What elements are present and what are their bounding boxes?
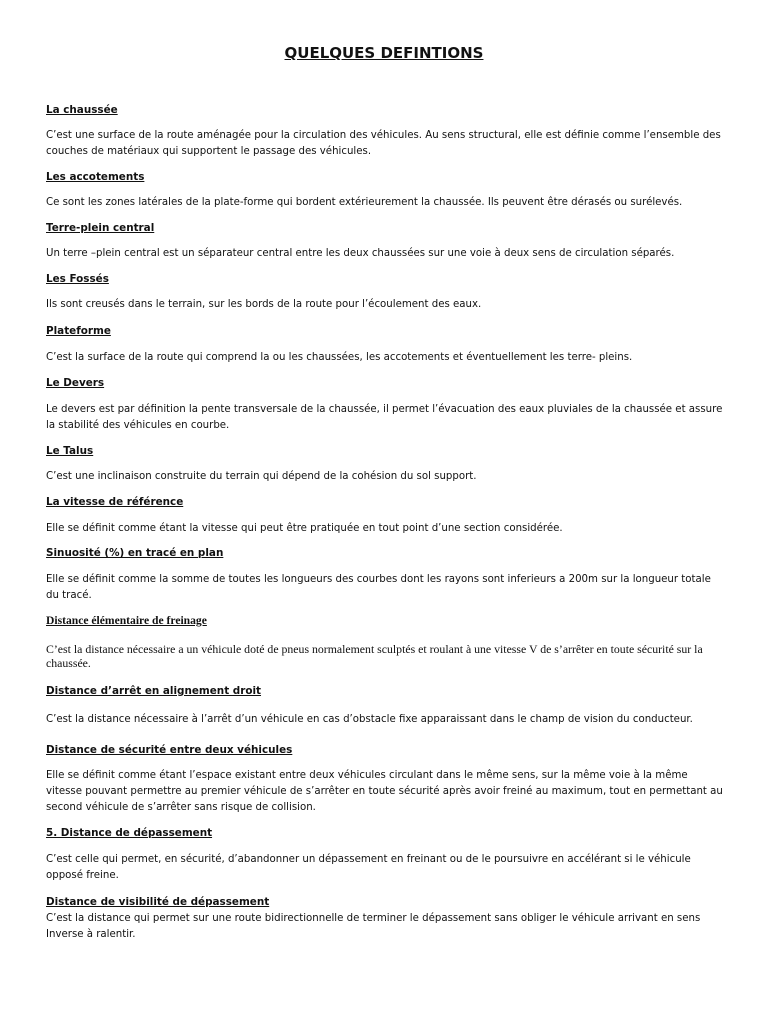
paragraph-vitesse-reference: Elle se définit comme étant la vitesse qui peut être pratiquée en tout point d’une section considérée. (46, 523, 563, 534)
heading-plateforme: Plateforme (46, 325, 111, 337)
paragraph-terre-plein: Un terre –plein central est un séparateur central entre les deux chaussées sur une voie à deux sens de circulation séparés. (46, 248, 675, 259)
paragraph-chaussee: C’est une surface de la route aménagée pour la circulation des véhicules. Au sens structural, elle est définie comme l’ensemble des couches de matériaux qui supportent le passage des véhicules. (46, 130, 721, 157)
heading-distance-freinage: Distance élémentaire de freinage (46, 614, 207, 627)
paragraph-distance-freinage: C’est la distance nécessaire a un véhicule doté de pneus normalement sculptés et roulant à une vitesse V de s’arrêter en toute sécurité sur la chaussée. (46, 642, 703, 670)
paragraph-distance-securite: Elle se définit comme étant l’espace existant entre deux véhicules circulant dans le même sens, sur la même voie à la même vitesse pouvant permettre au premier véhicule de s’arrêter en toute sécurité après avoir freiné au maximum, tout en permettant au second véhicule de s’arrêter sans risque de collision. (46, 770, 723, 813)
paragraph-distance-arret: C’est la distance nécessaire à l’arrêt d’un véhicule en cas d’obstacle fixe apparaissant dans le champ de vision du conducteur. (46, 714, 693, 725)
heading-fosses: Les Fossés (46, 273, 109, 285)
heading-vitesse-reference: La vitesse de référence (46, 496, 184, 508)
paragraph-accotements: Ce sont les zones latérales de la plate-forme qui bordent extérieurement la chaussée. Ils peuvent être dérasés ou surélevés. (46, 197, 683, 208)
heading-visibilite-depassement: Distance de visibilité de dépassement (46, 896, 270, 908)
heading-talus: Le Talus (46, 445, 94, 457)
heading-devers: Le Devers (46, 377, 105, 389)
heading-terre-plein: Terre-plein central (46, 222, 155, 234)
paragraph-distance-depassement: C’est celle qui permet, en sécurité, d’abandonner un dépassement en freinant ou de le poursuivre en accélérant si le véhicule opposé freine. (46, 854, 691, 881)
heading-distance-depassement: 5. Distance de dépassement (46, 827, 213, 839)
paragraph-sinuosite: Elle se définit comme la somme de toutes les longueurs des courbes dont les rayons sont inferieurs a 200m sur la longueur totale du tracé. (46, 574, 711, 601)
document-title: QUELQUES DEFINTIONS (284, 44, 484, 62)
paragraph-plateforme: C’est la surface de la route qui comprend la ou les chaussées, les accotements et éventuellement les terre- pleins. (46, 352, 633, 363)
heading-chaussee: La chaussée (46, 104, 118, 116)
heading-distance-securite: Distance de sécurité entre deux véhicules (46, 744, 293, 756)
heading-sinuosite: Sinuosité (%) en tracé en plan (46, 547, 224, 559)
heading-accotements: Les accotements (46, 171, 145, 183)
paragraph-devers: Le devers est par définition la pente transversale de la chaussée, il permet l’évacuation des eaux pluviales de la chaussée et assure la stabilité des véhicules en courbe. (46, 404, 723, 431)
paragraph-fosses: Ils sont creusés dans le terrain, sur les bords de la route pour l’écoulement des eaux. (46, 299, 482, 310)
heading-distance-arret: Distance d’arrêt en alignement droit (46, 685, 262, 697)
paragraph-talus: C’est une inclinaison construite du terrain qui dépend de la cohésion du sol support. (46, 471, 477, 482)
paragraph-visibilite-depassement: C’est la distance qui permet sur une route bidirectionnelle de terminer le dépassement sans obliger le véhicule arrivant en sens Inverse à ralentir. (46, 913, 701, 940)
